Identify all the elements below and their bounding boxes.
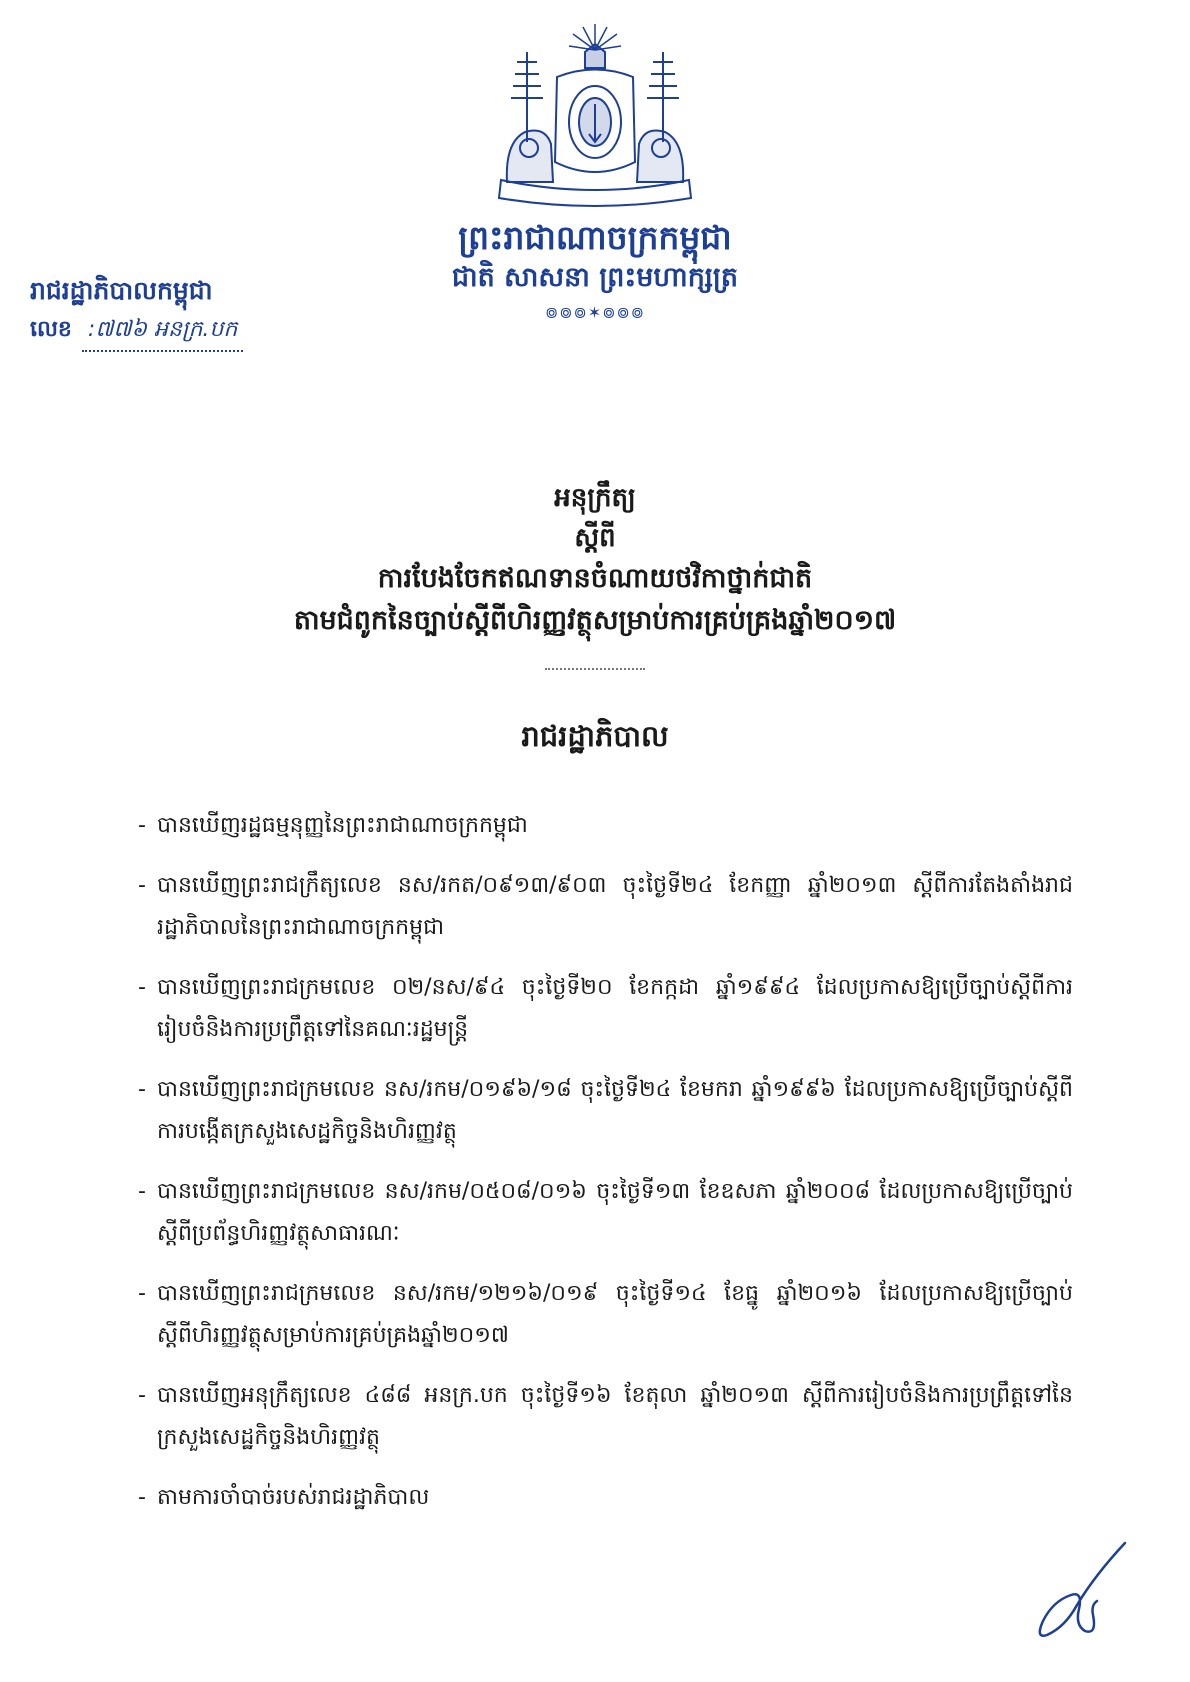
document-type: អនុក្រឹត្យ [554, 483, 636, 513]
preamble-item: - បានឃើញអនុក្រឹត្យលេខ ៤៨៨ អនក្រ.បក ចុះថ្ងៃទី១៦ ខែតុលា ឆ្នាំ២០១៣ ស្តីពីការរៀបចំនិងការប្រព្រឹត្តទៅនៃក្រសួងសេដ្ឋកិច្ចនិងហិរញ្ញវត្ថុ [138, 1383, 1073, 1450]
issuing-body: រាជរដ្ឋាភិបាល [521, 719, 669, 753]
document-subject-line-1: ការបែងចែកឥណទានចំណាយថវិកាថ្នាក់ជាតិ [377, 563, 813, 594]
preamble-item: - បានឃើញព្រះរាជក្រមលេខ នស/រកម/១២១៦/០១៩ ចុះថ្ងៃទី១៤ ខែធ្នូ ឆ្នាំ២០១៦ ដែលប្រកាសឱ្យប្រើច្បាប់ស្តីពីហិរញ្ញវត្ថុសម្រាប់ការគ្រប់គ្រងឆ្នាំ២០១៧ [138, 1281, 1073, 1348]
title-separator [545, 668, 645, 670]
kingdom-title: ព្រះរាជាណាចក្រកម្ពុជា [458, 218, 732, 257]
preamble-item: - បានឃើញរដ្ឋធម្មនុញ្ញនៃព្រះរាជាណាចក្រកម្ពុជា [138, 813, 528, 838]
national-motto: ជាតិ សាសនា ព្រះមហាក្សត្រ [451, 262, 739, 293]
kingdom-header [420, 218, 770, 328]
document-subject-line-2: តាមជំពូកនៃច្បាប់ស្តីពីហិរញ្ញវត្ថុសម្រាប់ការគ្រប់គ្រងឆ្នាំ២០១៧ [293, 605, 897, 636]
issuer-header [30, 272, 243, 352]
preamble-item: - បានឃើញព្រះរាជក្រមលេខ ០២/នស/៩៤ ចុះថ្ងៃទី២០ ខែកក្កដា ឆ្នាំ១៩៩៤ ដែលប្រកាសឱ្យប្រើច្បាប់ស្តីពីការរៀបចំនិងការប្រព្រឹត្តទៅនៃគណៈរដ្ឋមន្ត្រី [138, 975, 1073, 1042]
document-about: ស្តីពី [574, 523, 616, 553]
preamble-item: - បានឃើញព្រះរាជក្រឹត្យលេខ នស/រកត/០៩១៣/៩០៣ ចុះថ្ងៃទី២៤ ខែកញ្ញា ឆ្នាំ២០១៣ ស្តីពីការតែងតាំងរាជរដ្ឋាភិបាលនៃព្រះរាជាណាចក្រកម្ពុជា [138, 873, 1073, 940]
reference-number-value: :៧៧៦ អនក្រ.បក [82, 310, 243, 352]
royal-emblem-icon [495, 22, 695, 212]
initials-signature-icon [1025, 1535, 1135, 1645]
preamble-item: - តាមការចាំបាច់របស់រាជរដ្ឋាភិបាល [138, 1485, 430, 1510]
document-title-block [130, 478, 1060, 642]
government-name: រាជរដ្ឋាភិបាលកម្ពុជា [30, 276, 213, 305]
reference-number-line [30, 310, 243, 352]
reference-number-label: លេខ [30, 317, 72, 342]
preamble-item: - បានឃើញព្រះរាជក្រមលេខ នស/រកម/០៥០៨/០១៦ ចុះថ្ងៃទី១៣ ខែឧសភា ឆ្នាំ២០០៨ ដែលប្រកាសឱ្យប្រើច្បាប់ស្តីពីប្រព័ន្ធហិរញ្ញវត្ថុសាធារណៈ [138, 1179, 1073, 1246]
preamble-item: - បានឃើញព្រះរាជក្រមលេខ នស/រកម/០១៩៦/១៨ ចុះថ្ងៃទី២៤ ខែមករា ឆ្នាំ១៩៩៦ ដែលប្រកាសឱ្យប្រើច្បាប់ស្តីពីការបង្កើតក្រសួងសេដ្ឋកិច្ចនិងហិរញ្ញវត្ថុ [138, 1077, 1073, 1144]
preamble-list [138, 805, 1073, 1519]
ornament-divider: ៙៙៙✶៙៙៙ [544, 303, 646, 322]
